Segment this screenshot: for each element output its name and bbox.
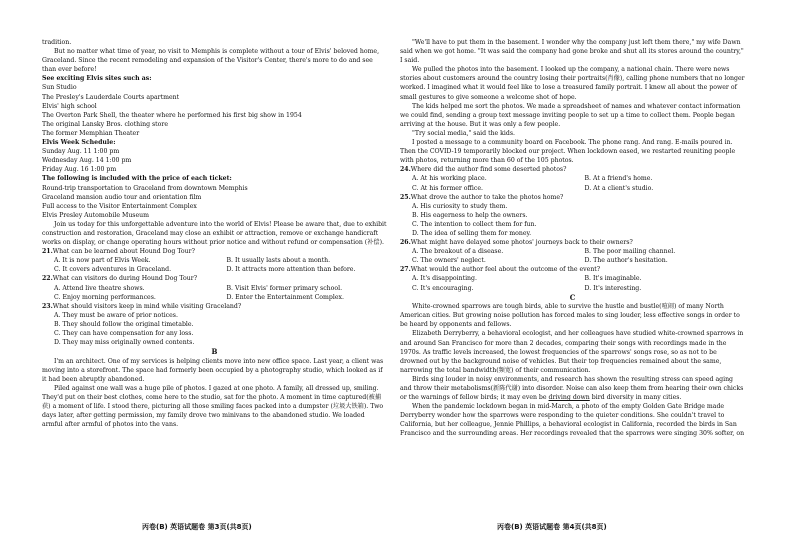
paragraph-pulled: We pulled the photos into the basement. I looked up the company, a national chain. There were news stories about customers around the country losing their portraits(肖像), calling phone numbers that no longer worked. I imagined what it would feel like to lose a treasured family portrait. I knew all about the power of small gestures to give someone a welcome shot of hope. (400, 66, 745, 101)
option-a: A. It is now part of Elvis Week. (54, 257, 151, 265)
option-d: D. It attracts more attention than before. (226, 266, 356, 274)
option-a: A. At his working place. (412, 175, 487, 183)
paragraph-posted: I posted a message to a community board on Facebook. The phone rang. And rang. E-mails poured in. Then the COVID-19 temporarily blocked our project. When lockdown eased, we restarted reuniting people with photos, returning more than 60 of the 105 photos. (400, 139, 736, 165)
option-d: D. Enter the Entertainment Complex. (226, 293, 344, 301)
left-column (42, 38, 387, 429)
option-b: B. They should follow the original timetable. (54, 320, 194, 328)
option-a: A. It's disappointing. (412, 275, 477, 283)
option-c: C. They can have compensation for any loss. (54, 330, 194, 337)
section-b-heading: B (211, 347, 218, 357)
sites-heading: See exciting Elvis sites such as: (42, 75, 152, 83)
option-c: C. It's encouraging. (412, 284, 474, 292)
question-number: 21. (42, 248, 53, 256)
option-d: D. The author's hesitation. (584, 257, 668, 265)
question-text: Where did the author find some deserted photos? (410, 166, 567, 174)
question-number: 25. (400, 193, 411, 201)
included-item: Elvis Presley Automobile Museum (42, 211, 149, 219)
option-a: A. His curiosity to study them. (412, 202, 508, 210)
schedule-item: Friday Aug. 16 1:00 pm (42, 166, 117, 174)
question-number: 23. (42, 302, 53, 310)
section-c-heading: C (569, 292, 576, 302)
paragraph-piled: Piled against one wall was a huge pile of photos. I gazed at one photo. A family, all dressed up, smiling. They'd put on their best clothes, come here to the studio, sat for the photo. A moment in time captured(被捕获) a moment of life. I stood there, picturing all those smiling faces packed into a dumpster (垃圾大铁箱). Two days later, after getting permission, my family drove two minivans to the abandoned studio. We loaded armful after armful of photos into the vans. (42, 384, 384, 429)
paragraph-pandemic: When the pandemic lockdown began in mid-March, a photo of the empty Golden Gate Bridge made Derryberry wonder how the sparrows were responding to the quieter conditions. She couldn't travel to California, but her colleague, Jennie Phillips, a behavioral ecologist in California, recorded the birds in San Francisco and the surrounding areas. Her recordings revealed that the sparrows were singing 30% softer, on (400, 403, 745, 438)
included-item: Round-trip transportation to Graceland from downtown Memphis (42, 184, 248, 192)
option-b: B. The poor mailing channel. (584, 248, 676, 256)
option-a: A. They must be aware of prior notices. (54, 311, 178, 319)
footer-left: 丙卷(B) 英语试题卷 第3页(共8页) (142, 523, 252, 531)
site-item: Sun Studio (42, 84, 77, 92)
option-d: D. At a client's studio. (584, 184, 654, 192)
footer-right: 丙卷(B) 英语试题卷 第4页(共8页) (497, 523, 607, 531)
option-b: B. It's imaginable. (584, 275, 642, 283)
question-number: 24. (400, 166, 411, 174)
option-d: D. They may miss originally owned contents. (54, 339, 195, 347)
included-item: Graceland mansion audio tour and orientation film (42, 193, 202, 201)
question-number: 22. (42, 275, 53, 283)
paragraph-memphis: But no matter what time of year, no visit to Memphis is complete without a tour of Elvis' beloved home, Graceland. Since the recent remodeling and expansion of the Visitor's Center, there's more to do and see than ever before! (42, 48, 380, 74)
schedule-heading: Elvis Week Schedule: (42, 139, 116, 147)
option-b: B. It usually lasts about a month. (226, 257, 331, 265)
paragraph-birds (400, 375, 745, 402)
underlined-phrase: driving down (548, 394, 590, 402)
paragraph-sparrows: White-crowned sparrows are tough birds, able to survive the hustle and bustle(喧闹) of many North American cities. But growing noise pollution has forced males to sing louder, less effective songs in order to be heard by opponents and fellows. (400, 303, 740, 329)
schedule-item: Wednesday Aug. 14 1:00 pm (42, 157, 132, 165)
question-26 (400, 238, 745, 265)
question-number: 26. (400, 239, 411, 247)
paragraph-join: Join us today for this unforgettable adventure into the world of Elvis! Please be aware that, due to exhibit construction and restoration, Graceland may close an exhibit or attraction, remove or exchange handicraft works on display, or change operating hours without prior notice and without refund or compensation (补偿). (42, 220, 387, 247)
option-c: C. At his former office. (412, 184, 483, 192)
site-item: The Overton Park Shell, the theater where he performed his first big show in 1954 (42, 111, 302, 119)
option-d: D. It's interesting. (584, 284, 642, 292)
included-heading: The following is included with the price of each ticket: (42, 175, 232, 183)
question-text: What drove the author to take the photos home? (410, 193, 564, 201)
paragraph-try: "Try social media," said the kids. (412, 129, 516, 137)
paragraph-elizabeth: Elizabeth Derryberry, a behavioral ecologist, and her colleagues have studied white-crowned sparrows in and around San Francisco for more than 2 decades, comparing their songs with recordings made in the 1970s. As traffic levels increased, the lowest frequencies of the sparrows' songs rose, so as not to be drowned out by the background noise of vehicles. But their top frequencies remained about the same, narrowing the total bandwidth(频宽) of their communication. (400, 330, 744, 374)
option-c: C. Enjoy morning performances. (54, 293, 156, 301)
paragraph-tradition: tradition. (42, 39, 72, 46)
paragraph-kids: The kids helped me sort the photos. We made a spreadsheet of names and whatever contact information we could find, sending a group text message inviting people to set up a time to collect them. People began arriving at the house. But it was only a few people. (400, 102, 741, 128)
question-27 (400, 265, 745, 292)
right-column (400, 38, 745, 439)
paragraph-birds-start: Birds sing louder in noisy environments, and research has shown the resulting stress can speed aging and throw their metabolisms(新陈代谢) into disorder. Noise can also keep them from hearing their own chicks or the warnings of fellow birds; it may even be (400, 375, 744, 402)
paragraph-basement: "We'll have to put them in the basement. I wonder why the company just left them there," my wife Dawn said when we got home. "It was said the company had gone broke and shut all its stores around the country," I said. (400, 39, 744, 65)
option-d: D. The idea of selling them for money. (412, 229, 532, 237)
option-a: A. The breakout of a disease. (412, 248, 504, 256)
question-21 (42, 247, 387, 274)
question-number: 27. (400, 266, 411, 274)
site-item: The original Lansky Bros. clothing store (42, 120, 169, 128)
question-text: What would the author feel about the outcome of the event? (410, 266, 601, 274)
option-a: A. Attend live theatre shows. (54, 284, 145, 292)
question-text: What might have delayed some photos' journeys back to their owners? (410, 239, 633, 247)
option-c: C. The intention to collect them for fun. (412, 220, 537, 228)
question-23 (42, 302, 387, 347)
question-22 (42, 274, 387, 301)
question-text: What can be learned about Hound Dog Tour? (52, 248, 195, 256)
site-item: The Presley's Lauderdale Courts apartment (42, 93, 180, 101)
question-25 (400, 193, 745, 238)
option-b: B. Visit Elvis' former primary school. (226, 284, 343, 292)
site-item: Elvis' high school (42, 102, 97, 110)
option-c: C. The owners' neglect. (412, 257, 486, 265)
site-item: The former Memphian Theater (42, 129, 140, 137)
schedule-item: Sunday Aug. 11 1:00 pm (42, 148, 120, 156)
question-text: What should visitors keep in mind while visiting Graceland? (52, 302, 242, 310)
question-24 (400, 165, 745, 192)
option-b: B. At a friend's home. (584, 175, 653, 183)
paragraph-birds-end: bird diversity in many cities. (589, 394, 682, 402)
option-b: B. His eagerness to help the owners. (412, 211, 528, 219)
paragraph-architect: I'm an architect. One of my services is helping clients move into new office space. Last year, a client was moving into a storefront. The space had formerly been occupied by a photography studio, which looked as if it had been abruptly abandoned. (42, 357, 384, 383)
question-text: What can visitors do during Hound Dog Tour? (52, 275, 198, 283)
included-item: Full access to the Visitor Entertainment Complex (42, 202, 197, 210)
option-c: C. It covers adventures in Graceland. (54, 266, 172, 274)
